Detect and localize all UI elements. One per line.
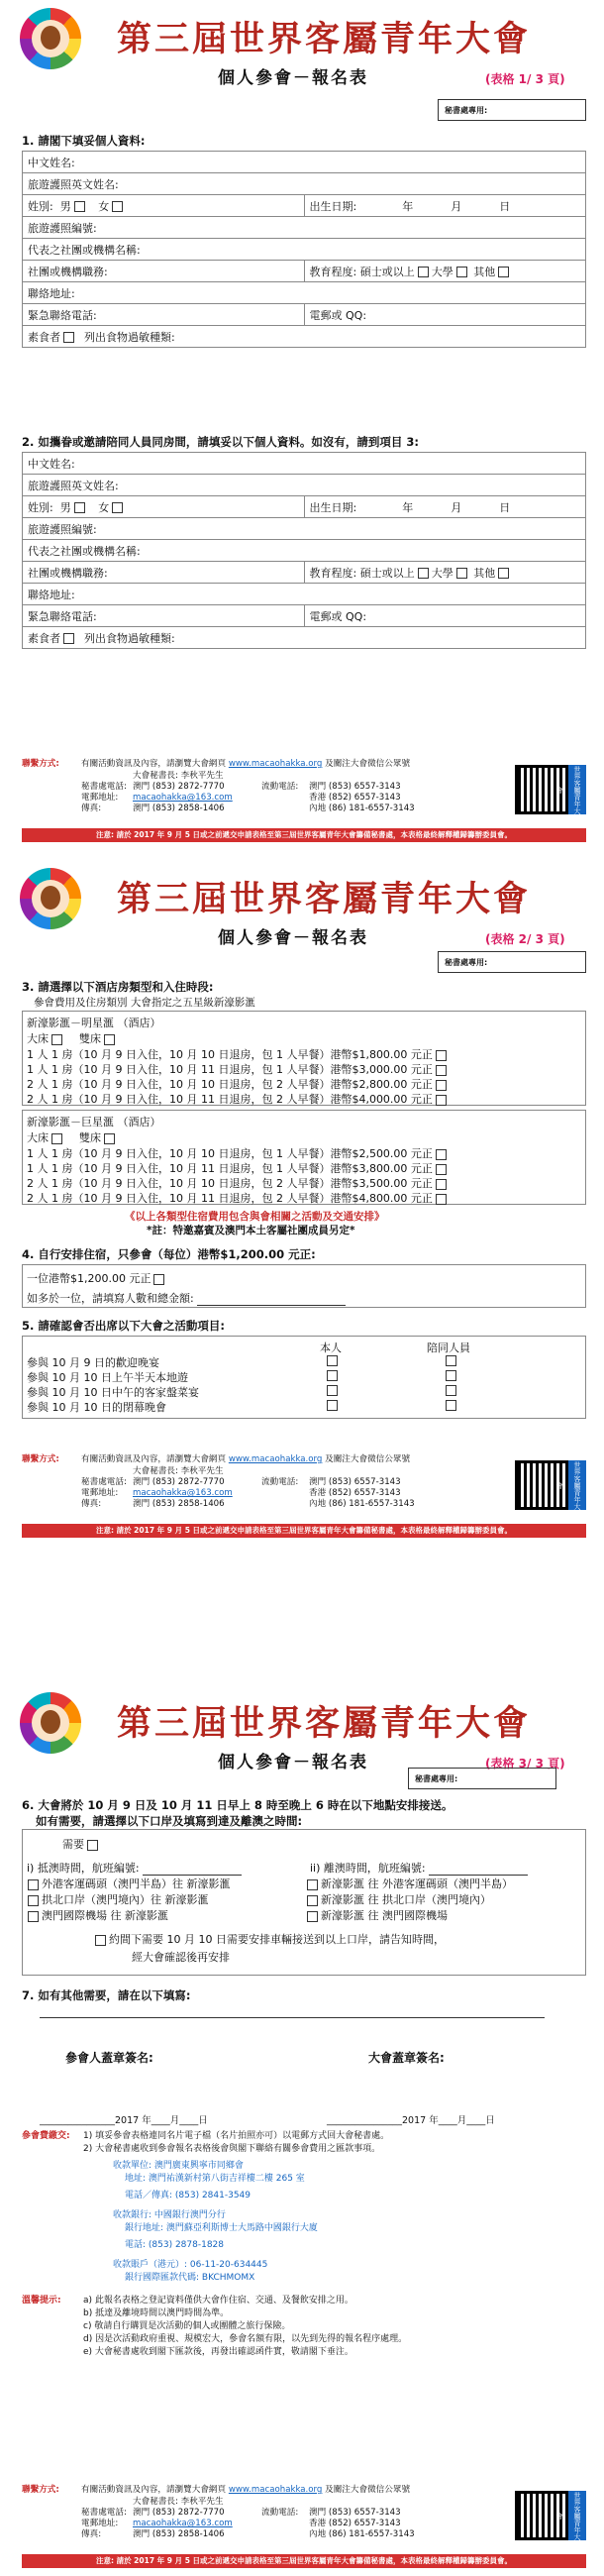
tips-block: 溫馨提示: a) 此報名表格之登記資料僅供大會作住宿、交通、及餐飲安排之用。 b) 抵達及離境時間以澳門時間為準。 c) 敬請自行購買是次活動的個人或團體之旅行保險。 d) 因是次活動政府重視、規模宏大，參會名額有限，以先到先得的報名程序處理。 e) 大會秘書處收到閣下匯款後，再發出確認函件實，敬請閣下垂注。 bbox=[22, 2296, 408, 2357]
education-field[interactable]: 教育程度: 碩士或以上 大學 其他 bbox=[304, 261, 586, 282]
email-link[interactable]: macaohakka@163.com bbox=[133, 793, 233, 803]
payee-name: 收款單位: 澳門廣東興寧市同鄉會 bbox=[113, 2161, 244, 2171]
org-name-field[interactable]: 代表之社團或機構名稱: bbox=[23, 540, 586, 562]
master-checkbox[interactable] bbox=[418, 267, 429, 277]
attend-only-box bbox=[22, 1264, 586, 1308]
org-title-field[interactable]: 社團或機構職務: bbox=[23, 562, 305, 584]
deadline-notice: 注意: 請於 2017 年 9 月 5 日或之前遞交申請表格至第三屆世界客屬青年大會籌備秘書處，本表格最終解釋權歸籌辦委員會。 bbox=[22, 2554, 586, 2568]
hotel-b-box bbox=[22, 1110, 586, 1205]
qr-label: 世界客屬青年大會 bbox=[568, 2491, 586, 2540]
arrive-option[interactable]: 拱北口岸（澳門境內）往 新濠影滙 bbox=[25, 1891, 209, 1907]
female-checkbox[interactable] bbox=[112, 502, 123, 513]
secretariat-box[interactable]: 秘書處專用: bbox=[438, 99, 586, 121]
diet-field[interactable]: 素食者 列出食物過敏種類: bbox=[23, 627, 586, 649]
dob-field[interactable]: 出生日期: 年 月 日 bbox=[304, 496, 586, 518]
female-checkbox[interactable] bbox=[112, 201, 123, 212]
other-needs-line[interactable] bbox=[40, 2017, 545, 2018]
companion-checkbox[interactable] bbox=[446, 1400, 456, 1411]
page-header bbox=[0, 1684, 604, 1779]
other-edu-checkbox[interactable] bbox=[498, 267, 509, 277]
veg-checkbox[interactable] bbox=[63, 633, 74, 644]
self-checkbox[interactable] bbox=[327, 1385, 338, 1396]
email-field[interactable]: 電郵或 QQ: bbox=[304, 605, 586, 627]
gender-field[interactable]: 姓別: 男 女 bbox=[23, 496, 305, 518]
hotel-a-name: 新濠影滙－明星滙 （酒店） bbox=[27, 1017, 161, 1029]
leave-option[interactable]: 新濠影滙 往 拱北口岸（澳門境內） bbox=[304, 1891, 491, 1907]
payee-address: 地址: 澳門祐漢新村第八街吉祥樓二樓 265 室 bbox=[125, 2174, 305, 2184]
bank-phone: 電話: (853) 2878-1828 bbox=[125, 2240, 225, 2250]
diet-field[interactable]: 素食者 列出食物過敏種類: bbox=[23, 326, 586, 348]
bachelor-checkbox[interactable] bbox=[456, 568, 467, 579]
male-checkbox[interactable] bbox=[74, 502, 85, 513]
emergency-field[interactable]: 緊急聯絡電話: bbox=[23, 304, 305, 326]
arrive-field[interactable]: i) 抵澳時間，航班編號: bbox=[27, 1860, 242, 1876]
form-subtitle: 個人參會－報名表 bbox=[218, 68, 368, 88]
form-page-1 bbox=[0, 0, 604, 839]
website-link[interactable]: www.macaohakka.org bbox=[228, 2485, 323, 2495]
arrive-option[interactable]: 澳門國際機場 往 新濠影滙 bbox=[25, 1907, 168, 1923]
male-checkbox[interactable] bbox=[74, 201, 85, 212]
page-number: (表格 1/ 3 頁) bbox=[485, 72, 565, 86]
section-1-heading: 1. 請閣下填妥個人資料: bbox=[22, 134, 146, 148]
org-name-field[interactable]: 代表之社團或機構名稱: bbox=[23, 239, 586, 261]
activity-item: 參與 10 月 10 日上午半天本地遊 bbox=[27, 1371, 188, 1384]
room-option[interactable]: 1 人 1 房（10 月 9 日入住，10 月 10 日退房，包 1 人早餐）港幣$2,500.00 元正 bbox=[27, 1145, 450, 1161]
activities-box bbox=[22, 1336, 586, 1419]
companion-info-table bbox=[22, 452, 586, 649]
master-checkbox[interactable] bbox=[418, 568, 429, 579]
contact-block: 聯繫方式: 有關活動資訊及內容，請瀏覽大會網頁 www.macaohakka.org 及關注大會微信公眾號 大會秘書長: 李秋平先生 秘書處電話: 澳門 (853) 2872-7770 流動電話: 澳門 (853) 6557-3143 電郵地址: macaohakka@163.com 香港 (852) 6557-3143 傳真: 澳門 (853) 2858-1406 內地 (86) 181-6557-3143 世界客屬青年大會 bbox=[22, 1454, 586, 1520]
self-checkbox[interactable] bbox=[327, 1355, 338, 1366]
org-title-field[interactable]: 社團或機構職務: bbox=[23, 261, 305, 282]
section-3-sub: 參會費用及住房類別 大會指定之五星級新濠影滙 bbox=[34, 997, 255, 1009]
deadline-notice: 注意: 請於 2017 年 9 月 5 日或之前遞交申請表格至第三屆世界客屬青年大會籌備秘書處，本表格最終解釋權歸籌辦委員會。 bbox=[22, 1524, 586, 1538]
room-option[interactable]: 2 人 1 房（10 月 9 日入住，10 月 10 日退房，包 2 人早餐）港幣$3,500.00 元正 bbox=[27, 1175, 450, 1191]
account-number: 收款賬戶（港元）: 06-11-20-634445 bbox=[113, 2260, 268, 2270]
veg-checkbox[interactable] bbox=[63, 332, 74, 343]
section-7-heading: 7. 如有其他需要，請在以下填寫: bbox=[22, 1988, 191, 2002]
room-option[interactable]: 2 人 1 房（10 月 9 日入住，10 月 11 日退房，包 2 人早餐）港幣$4,800.00 元正 bbox=[27, 1190, 450, 1206]
arrive-option[interactable]: 外港客運碼頭（澳門半島）往 新濠影滙 bbox=[25, 1876, 231, 1891]
fee-note: 《以上各類型住宿費用包含與會相關之活動及交通安排》 bbox=[125, 1211, 385, 1223]
room-option[interactable]: 1 人 1 房（10 月 9 日入住，10 月 11 日退房，包 1 人早餐）港幣$3,000.00 元正 bbox=[27, 1061, 450, 1077]
email-link[interactable]: macaohakka@163.com bbox=[133, 2519, 233, 2528]
need-option[interactable]: 需要 bbox=[62, 1836, 101, 1852]
passport-name-field[interactable]: 旅遊護照英文姓名: bbox=[23, 173, 586, 195]
col-companion: 陪同人員 bbox=[427, 1342, 470, 1354]
event-logo bbox=[20, 1692, 81, 1754]
section-6-subheading: 如有需要，請選擇以下口岸及填寫到達及離澳之時間: bbox=[36, 1814, 303, 1828]
companion-checkbox[interactable] bbox=[446, 1370, 456, 1381]
section-4-heading: 4. 自行安排住宿，只參會（每位）港幣$1,200.00 元正: bbox=[22, 1247, 316, 1261]
self-checkbox[interactable] bbox=[327, 1400, 338, 1411]
participant-date: ________________2017 年____月____日 bbox=[40, 2115, 208, 2126]
companion-checkbox[interactable] bbox=[446, 1385, 456, 1396]
leave-option[interactable]: 新濠影滙 往 澳門國際機場 bbox=[304, 1907, 448, 1923]
emergency-field[interactable]: 緊急聯絡電話: bbox=[23, 605, 305, 627]
big-bed-checkbox[interactable] bbox=[51, 1034, 62, 1045]
email-link[interactable]: macaohakka@163.com bbox=[133, 1488, 233, 1498]
self-checkbox[interactable] bbox=[327, 1370, 338, 1381]
website-link[interactable]: www.macaohakka.org bbox=[228, 759, 323, 769]
cn-name-field[interactable]: 中文姓名: bbox=[23, 453, 586, 475]
form-page-2 bbox=[0, 860, 604, 1535]
payee-phone: 電話／傳真: (853) 2841-3549 bbox=[125, 2191, 252, 2200]
qr-label: 世界客屬青年大會 bbox=[568, 765, 586, 814]
transfer-box bbox=[22, 1829, 586, 1976]
col-self: 本人 bbox=[320, 1342, 342, 1354]
activity-item: 參與 10 月 10 日的閉幕晚會 bbox=[27, 1401, 166, 1414]
address-field[interactable]: 聯絡地址: bbox=[23, 584, 586, 605]
twin-bed-checkbox[interactable] bbox=[104, 1133, 115, 1144]
email-field[interactable]: 電郵或 QQ: bbox=[304, 304, 586, 326]
room-option[interactable]: 2 人 1 房（10 月 9 日入住，10 月 11 日退房，包 2 人早餐）港幣$4,000.00 元正 bbox=[27, 1091, 450, 1107]
event-title: 第三屆世界客屬青年大會 bbox=[117, 19, 532, 59]
passport-no-field[interactable]: 旅遊護照編號: bbox=[23, 217, 586, 239]
page-header bbox=[0, 860, 604, 955]
activity-item: 參與 10 月 9 日的歡迎晚宴 bbox=[27, 1356, 159, 1369]
hotel-b-name: 新濠影滙－巨星滙 （酒店） bbox=[27, 1116, 161, 1128]
other-edu-checkbox[interactable] bbox=[498, 568, 509, 579]
big-bed-checkbox[interactable] bbox=[51, 1133, 62, 1144]
extra-transfer-option[interactable]: 約間下需要 10 月 10 日需要安排車輛接送到以上口岸，請告知時間， bbox=[92, 1931, 445, 1947]
bank-address: 銀行地址: 澳門蘇亞利斯博士大馬路中國銀行大廈 bbox=[125, 2223, 318, 2233]
bank-name: 收款銀行: 中國銀行澳門分行 bbox=[113, 2210, 226, 2220]
deadline-notice: 注意: 請於 2017 年 9 月 5 日或之前遞交申請表格至第三屆世界客屬青年大會籌備秘書處，本表格最終解釋權歸籌辦委員會。 bbox=[22, 828, 586, 842]
form-subtitle: 個人參會－報名表 bbox=[218, 928, 368, 948]
bachelor-checkbox[interactable] bbox=[456, 267, 467, 277]
form-subtitle: 個人參會－報名表 bbox=[218, 1753, 368, 1772]
address-field[interactable]: 聯絡地址: bbox=[23, 282, 586, 304]
section-6-heading: 6. 大會將於 10 月 9 日及 10 月 11 日早上 8 時至晚上 6 時在以下地點安排接送。 bbox=[22, 1798, 453, 1812]
bed-type-row: 大床 雙床 bbox=[27, 1030, 118, 1046]
twin-bed-checkbox[interactable] bbox=[104, 1034, 115, 1045]
bed-type-row: 大床 雙床 bbox=[27, 1129, 118, 1145]
event-title: 第三屆世界客屬青年大會 bbox=[117, 1703, 532, 1744]
hotel-a-box bbox=[22, 1011, 586, 1106]
cn-name-field[interactable]: 中文姓名: bbox=[23, 152, 586, 173]
education-field[interactable]: 教育程度: 碩士或以上 大學 其他 bbox=[304, 562, 586, 584]
organizer-date: ________________2017 年____月____日 bbox=[327, 2115, 495, 2126]
swift-code: 銀行國際匯款代碼: BKCHMOMX bbox=[125, 2273, 255, 2283]
section-3-heading: 3. 請選擇以下酒店房類型和入住時段: bbox=[22, 980, 214, 994]
companion-checkbox[interactable] bbox=[446, 1355, 456, 1366]
leave-option[interactable]: 新濠影滙 往 外港客運碼頭（澳門半島） bbox=[304, 1876, 513, 1891]
page-header bbox=[0, 0, 604, 95]
event-title: 第三屆世界客屬青年大會 bbox=[117, 879, 532, 919]
secretariat-box[interactable]: 秘書處專用: bbox=[438, 951, 586, 973]
passport-no-field[interactable]: 旅遊護照編號: bbox=[23, 518, 586, 540]
page-number: (表格 3/ 3 頁) bbox=[485, 1757, 565, 1771]
fee-payment-notes: 參會費繳交: 1) 填妥參會表格連同名片電子檔（名片拍照亦可）以電郵方式回大會秘書處。 2) 大會秘書處收到參會報名表格後會與閣下聯絡有關參會費用之匯款事項。 收款單位: 澳門廣東興寧市同鄉會 地址: 澳門祐漢新村第八街吉祥樓二樓 265 室 電話／傳真: (853) 2841-3549 收款銀行: 中國銀行澳門分行 銀行地址: 澳門蘇亞利斯博士大馬路中國銀行大廈 電話: (853) 2878-1828 收款賬戶（港元）: 06-11-20-634445 銀行國際匯款代碼: BKCHMOMX bbox=[22, 2131, 390, 2283]
passport-name-field[interactable]: 旅遊護照英文姓名: bbox=[23, 475, 586, 496]
one-person-option[interactable]: 一位港幣$1,200.00 元正 bbox=[27, 1270, 167, 1286]
extra-transfer-note: 經大會確認後再安排 bbox=[132, 1951, 230, 1964]
room-option[interactable]: 2 人 1 房（10 月 9 日入住，10 月 10 日退房，包 2 人早餐）港幣$2,800.00 元正 bbox=[27, 1076, 450, 1092]
dob-field[interactable]: 出生日期: 年 月 日 bbox=[304, 195, 586, 217]
personal-info-table bbox=[22, 151, 586, 348]
form-page-3 bbox=[0, 1684, 604, 2565]
organizer-signature-label: 大會蓋章簽名: bbox=[368, 2051, 445, 2065]
website-link[interactable]: www.macaohakka.org bbox=[228, 1454, 323, 1464]
activity-item: 參與 10 月 10 日中午的客家盤菜宴 bbox=[27, 1386, 199, 1399]
page-number: (表格 2/ 3 頁) bbox=[485, 932, 565, 946]
secretariat-box[interactable]: 秘書處專用: bbox=[408, 1768, 556, 1789]
section-2-heading: 2. 如攜眷或邀請陪同人員同房間，請填妥以下個人資料。如沒有，請到項目 3: bbox=[22, 435, 419, 449]
multi-person-field[interactable]: 如多於一位，請填寫人數和總金額: bbox=[27, 1290, 346, 1306]
event-logo bbox=[20, 868, 81, 929]
room-option[interactable]: 1 人 1 房（10 月 9 日入住，10 月 11 日退房，包 1 人早餐）港幣$3,800.00 元正 bbox=[27, 1160, 450, 1176]
event-logo bbox=[20, 8, 81, 69]
section-5-heading: 5. 請確認會否出席以下大會之活動項目: bbox=[22, 1319, 225, 1333]
gender-field[interactable]: 姓別: 男 女 bbox=[23, 195, 305, 217]
qr-label: 世界客屬青年大會 bbox=[568, 1460, 586, 1510]
guest-note: *註：特邀嘉賓及澳門本土客屬社團成員另定* bbox=[147, 1225, 355, 1236]
participant-signature-label: 參會人蓋章簽名: bbox=[65, 2051, 153, 2065]
contact-block: 聯繫方式: 有關活動資訊及內容，請瀏覽大會網頁 www.macaohakka.org 及關注大會微信公眾號 大會秘書長: 李秋平先生 秘書處電話: 澳門 (853) 2872-7770 流動電話: 澳門 (853) 6557-3143 電郵地址: macaohakka@163.com 香港 (852) 6557-3143 傳真: 澳門 (853) 2858-1406 內地 (86) 181-6557-3143 世界客屬青年大會 bbox=[22, 2485, 586, 2550]
leave-field[interactable]: ii) 離澳時間，航班編號: bbox=[310, 1860, 528, 1876]
contact-block: 聯繫方式: 有關活動資訊及內容，請瀏覽大會網頁 www.macaohakka.org 及關注大會微信公眾號 大會秘書長: 李秋平先生 秘書處電話: 澳門 (853) 2872-7770 流動電話: 澳門 (853) 6557-3143 電郵地址: macaohakka@163.com 香港 (852) 6557-3143 傳真: 澳門 (853) 2858-1406 內地 (86) 181-6557-3143 世界客屬青年大會 bbox=[22, 759, 586, 824]
room-option[interactable]: 1 人 1 房（10 月 9 日入住，10 月 10 日退房，包 1 人早餐）港幣$1,800.00 元正 bbox=[27, 1046, 450, 1062]
